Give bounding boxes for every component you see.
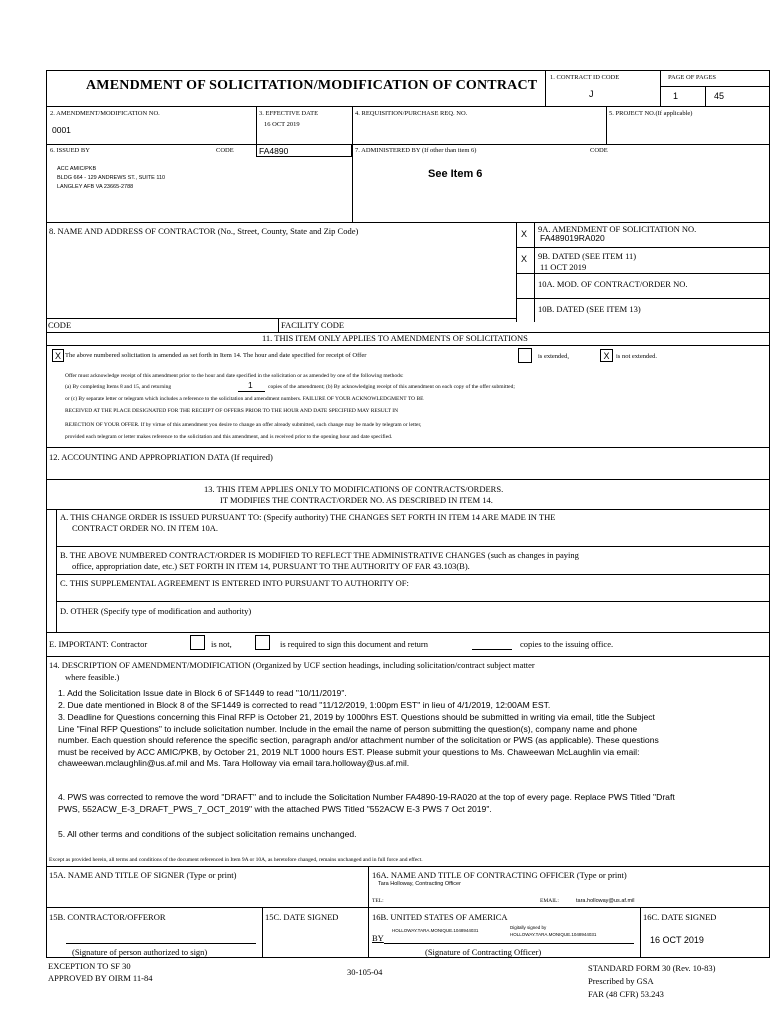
- total-pages: 45: [714, 91, 725, 101]
- item9b-value: 11 OCT 2019: [540, 262, 587, 272]
- item11-heading: 11. THIS ITEM ONLY APPLIES TO AMENDMENTS OF SOLICITATIONS: [262, 333, 528, 343]
- item16a-label: 16A. NAME AND TITLE OF CONTRACTING OFFICER (Type or print): [372, 870, 627, 880]
- item16c-value: 16 OCT 2019: [650, 935, 704, 945]
- item16a-value: Tara Holloway, Contracting Officer: [378, 881, 461, 887]
- signature-name: HOLLOWAY.TARA.MONIQUE.1048944031: [392, 928, 479, 933]
- except-line: Except as provided herein, all terms and conditions of the document referenced in Item 9A or 10A, as heretofore changed, remains unchanged and in full force and effect.: [49, 857, 423, 863]
- item13-heading2: IT MODIFIES THE CONTRACT/ORDER NO. AS DESCRIBED IN ITEM 14.: [220, 495, 493, 505]
- item10b-label: 10B. DATED (SEE ITEM 13): [538, 304, 641, 314]
- administered-by-code-label: CODE: [590, 147, 608, 154]
- item15a-label: 15A. NAME AND TITLE OF SIGNER (Type or print): [49, 870, 237, 880]
- footer-form-code: 30-105-04: [347, 967, 383, 977]
- item12-label: 12. ACCOUNTING AND APPROPRIATION DATA (If required): [49, 452, 273, 462]
- item11-amended-text: The above numbered solicitation is amended as set forth in Item 14. The hour and date specified for receipt of Offer: [65, 352, 367, 359]
- item13a-line1: A. THIS CHANGE ORDER IS ISSUED PURSUANT TO: (Specify authority) THE CHANGES SET FORTH IN ITEM 14 ARE MADE IN THE: [60, 512, 556, 522]
- item9a-mark: X: [521, 229, 528, 239]
- item11-line2b: copies of the amendment; (b) By acknowledging receipt of this amendment on each copy of the offer submitted;: [268, 384, 515, 390]
- page-number: 1: [673, 91, 679, 101]
- item9b-mark: X: [521, 254, 528, 264]
- item9a-value: FA489019RA020: [540, 233, 605, 243]
- copies-blank[interactable]: [472, 649, 512, 650]
- important-label: E. IMPORTANT: Contractor: [49, 639, 148, 649]
- requisition-label: 4. REQUISITION/PURCHASE REQ. NO.: [355, 110, 468, 117]
- contract-id-code-label: 1. CONTRACT ID CODE: [550, 74, 620, 81]
- item16b-label: 16B. UNITED STATES OF AMERICA: [372, 912, 508, 922]
- is-not-label: is not,: [211, 639, 232, 649]
- tel-label: TEL:: [372, 898, 384, 904]
- item13b-line2: office, appropriation date, etc.) SET FORTH IN ITEM 14, PURSUANT TO THE AUTHORITY OF FAR 43.103(B).: [72, 561, 470, 571]
- contractor-signature-line[interactable]: [66, 943, 256, 944]
- issuer-address-line3: LANGLEY AFB VA 23665-2788: [57, 184, 134, 190]
- issued-by-code-value: FA4890: [259, 146, 289, 156]
- contractor-label: 8. NAME AND ADDRESS OF CONTRACTOR (No., Street, County, State and Zip Code): [49, 226, 359, 236]
- amendment-no-label: 2. AMENDMENT/MODIFICATION NO.: [50, 110, 160, 117]
- email-label: EMAIL:: [540, 898, 559, 904]
- page-of-pages-label: PAGE OF PAGES: [668, 74, 716, 81]
- item14-entry-1: 1. Add the Solicitation Issue date in Block 6 of SF1449 to read "10/11/2019".: [58, 688, 347, 698]
- item11-line1: Offer must acknowledge receipt of this amendment prior to the hour and date specified in the solicitation or as amended by one of the following methods:: [65, 373, 404, 379]
- item11-line6: provided each telegram or letter makes reference to the solicitation and this amendment, and is received prior to the opening hour and date specified.: [65, 434, 393, 440]
- item11-line4: RECEIVED AT THE PLACE DESIGNATED FOR THE RECEIPT OF OFFERS PRIOR TO THE HOUR AND DATE SPECIFIED MAY RESULT IN: [65, 408, 399, 414]
- copies-label: copies to the issuing office.: [520, 639, 614, 649]
- contractor-code-label: CODE: [48, 320, 72, 330]
- issuer-address-line1: ACC AMIC/PKB: [57, 166, 97, 172]
- email-value: tara.holloway@us.af.mil: [576, 898, 635, 904]
- item14-entry-3: 3. Deadline for Questions concerning this Final RFP is October 21, 2019 by 1000hrs EST. Questions should be submitted in writing via email, title the Subject Line "Final RFP Questions" to include solicitation number. Include in the email the name of person submitting the question(s), company name and phone number. Each question should reference the specific section, paragraph and/or attachment number of the solicitation or PWS (as applicable). These questions must be received by ACC AMIC/PKB, by October 21, 2019 NLT 1000 hours EST. Please submit your questions to Ms. Chaweewan McLaughlin via email: chaweewan.mclaughlin@us.af.mil and Ms. Tara Holloway via email tara.holloway@us.af.mil.: [58, 712, 659, 769]
- item11-line3: or (c) By separate letter or telegram which includes a reference to the solicitation and amendment numbers. FAILURE OF YOUR ACKNOWLEDGMENT TO BE: [65, 396, 424, 402]
- amendment-no-value: 0001: [52, 125, 71, 135]
- item10a-label: 10A. MOD. OF CONTRACT/ORDER NO.: [538, 279, 688, 289]
- is-required-label: is required to sign this document and return: [280, 639, 429, 649]
- footer-far: FAR (48 CFR) 53.243: [588, 989, 664, 999]
- item11-line2a: (a) By completing Items 8 and 15, and returning: [65, 384, 172, 390]
- digital-signature-line1: Digitally signed by: [510, 925, 547, 930]
- issued-by-label: 6. ISSUED BY: [50, 147, 90, 154]
- item14-entry-5: 5. All other terms and conditions of the subject solicitation remains unchanged.: [58, 829, 357, 839]
- contract-id-code-value: J: [589, 89, 594, 99]
- item15b-signature-caption: (Signature of person authorized to sign): [72, 947, 208, 957]
- item9a-label: 9A. AMENDMENT OF SOLICITATION NO.: [538, 224, 697, 234]
- effective-date-label: 3. EFFECTIVE DATE: [259, 110, 319, 117]
- item13c-line: C. THIS SUPPLEMENTAL AGREEMENT IS ENTERED INTO PURSUANT TO AUTHORITY OF:: [60, 578, 409, 588]
- item14-label-line1: 14. DESCRIPTION OF AMENDMENT/MODIFICATION (Organized by UCF section headings, including solicitation/contract subject matter: [49, 660, 535, 670]
- item9b-label: 9B. DATED (SEE ITEM 11): [538, 251, 637, 261]
- footer-exception: EXCEPTION TO SF 30: [48, 961, 131, 971]
- administered-by-label: 7. ADMINISTERED BY (If other than item 6): [355, 147, 477, 154]
- footer-approved: APPROVED BY OIRM 11-84: [48, 973, 153, 983]
- item13a-line2: CONTRACT ORDER NO. IN ITEM 10A.: [72, 523, 218, 533]
- item13b-line1: B. THE ABOVE NUMBERED CONTRACT/ORDER IS MODIFIED TO REFLECT THE ADMINISTRATIVE CHANGES (such as changes in paying: [60, 550, 579, 560]
- item11-not-extended-label: is not extended.: [616, 353, 657, 360]
- footer-standard-form: STANDARD FORM 30 (Rev. 10-83): [588, 963, 716, 973]
- item11-amended-checkbox[interactable]: X: [52, 349, 64, 362]
- copies-value: 1: [248, 380, 253, 390]
- item16c-label: 16C. DATE SIGNED: [643, 912, 717, 922]
- item14-entry-4: 4. PWS was corrected to remove the word "DRAFT" and to include the Solicitation Number FA4890-19-RA020 at the top of every page. Replace PWS Titled "Draft PWS, 552ACW_E-3_DRAFT_PWS_7_OCT_2019" with the attached PWS Titled "552ACW E-3 PWS 7 Oct 2019".: [58, 792, 675, 814]
- facility-code-label: FACILITY CODE: [281, 320, 345, 330]
- item14-entry-2: 2. Due date mentioned in Block 8 of the SF1449 is corrected to read "11/12/2019, 1:00pm EST" in lieu of 4/1/2019, 12:00AM EST.: [58, 700, 551, 710]
- item11-extended-checkbox[interactable]: [518, 348, 532, 363]
- item15b-label: 15B. CONTRACTOR/OFFEROR: [49, 912, 166, 922]
- officer-signature-line[interactable]: [384, 943, 634, 944]
- item13d-line: D. OTHER (Specify type of modification and authority): [60, 606, 252, 616]
- issued-by-code-label: CODE: [216, 147, 234, 154]
- issuer-address-line2: BLDG 664 - 129 ANDREWS ST., SUITE 110: [57, 175, 166, 181]
- item13-heading1: 13. THIS ITEM APPLIES ONLY TO MODIFICATIONS OF CONTRACTS/ORDERS.: [204, 484, 504, 494]
- form-title: AMENDMENT OF SOLICITATION/MODIFICATION OF CONTRACT: [86, 78, 538, 93]
- item14-label-line2: where feasible.): [65, 672, 120, 682]
- contractor-is-not-checkbox[interactable]: [190, 635, 205, 650]
- effective-date-value: 16 OCT 2019: [264, 121, 300, 128]
- item15c-label: 15C. DATE SIGNED: [265, 912, 339, 922]
- item11-not-extended-checkbox[interactable]: X: [600, 349, 613, 362]
- project-no-label: 5. PROJECT NO.(If applicable): [609, 110, 693, 117]
- item11-line5: REJECTION OF YOUR OFFER. If by virtue of this amendment you desire to change an offer already submitted, such change may be made by telegram or letter,: [65, 422, 422, 428]
- item11-extended-label: is extended,: [538, 353, 570, 360]
- digital-signature-line2: HOLLOWAY.TARA.MONIQUE.1048944031: [510, 932, 597, 937]
- by-label: BY: [372, 933, 384, 943]
- footer-prescribed: Prescribed by GSA: [588, 976, 654, 986]
- item16b-signature-caption: (Signature of Contracting Officer): [425, 947, 542, 957]
- administered-by-value: See Item 6: [428, 168, 483, 180]
- contractor-is-required-checkbox[interactable]: [255, 635, 270, 650]
